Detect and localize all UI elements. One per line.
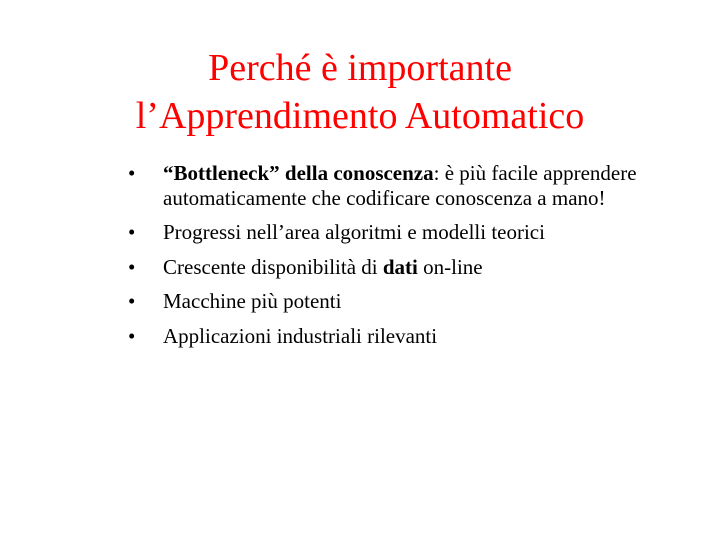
bullet-item-machines [128, 289, 648, 314]
bullet-text: Progressi nell’area algoritmi e modelli teorici [163, 220, 545, 244]
bullet-bold-text: “Bottleneck” della conoscenza [163, 161, 434, 185]
bullet-text: : è più facile apprendere automaticamente che codificare conoscenza a mano! [163, 161, 637, 210]
bullet-icon: • [128, 289, 136, 313]
slide-title [0, 44, 720, 140]
bullet-item-knowledge-bottleneck [128, 161, 648, 210]
bullet-icon: • [128, 323, 136, 348]
slide-title-line2: l’Apprendimento Automatico [135, 95, 585, 137]
bullet-item-applications [128, 324, 648, 349]
bullet-text: on-line [417, 254, 483, 279]
bullet-list [128, 161, 648, 358]
bullet-text: Crescente disponibilità di [163, 254, 383, 279]
bullet-item-progress [128, 220, 648, 245]
slide-title-line1: Perché è importante [208, 47, 512, 89]
bullet-text: Macchine più potenti [163, 289, 342, 313]
bullet-icon: • [128, 254, 136, 279]
bullet-bold-text: dati [382, 254, 418, 279]
bullet-icon: • [128, 220, 136, 244]
bullet-item-data-availability [128, 255, 648, 280]
bullet-icon: • [128, 161, 136, 185]
bullet-text: Applicazioni industriali rilevanti [163, 323, 438, 348]
